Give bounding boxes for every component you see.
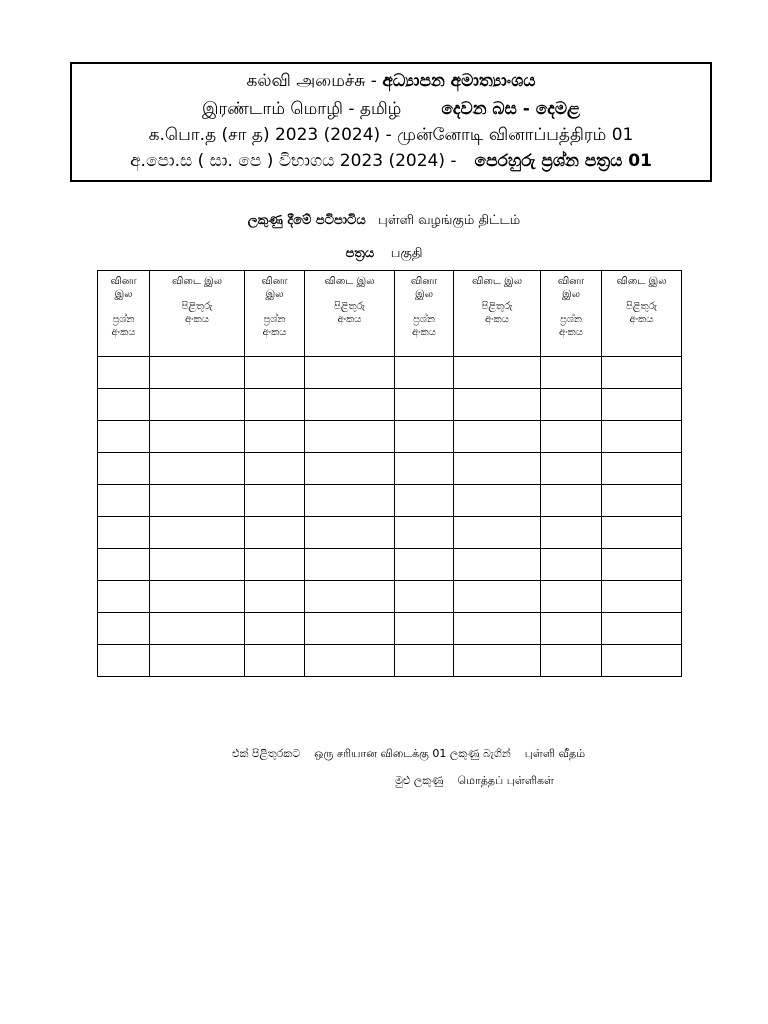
question-number-cell (98, 485, 150, 517)
table-row (98, 613, 682, 645)
question-number-cell (98, 581, 150, 613)
subject-tamil: இரண்டாம் மொழி - தமிழ் (201, 99, 402, 119)
per-answer-sinhala-2: ලකුණු බැගින් (449, 747, 511, 760)
answer-number-cell (150, 581, 245, 613)
answer-number-cell (150, 485, 245, 517)
answer-number-cell (150, 389, 245, 421)
question-number-cell (395, 645, 454, 677)
question-number-cell (541, 389, 602, 421)
question-number-cell (245, 549, 305, 581)
marking-scheme-title (0, 212, 768, 230)
question-number-cell (541, 581, 602, 613)
table-row (98, 421, 682, 453)
per-answer-tamil: ஒரு சரியான விடைக்கு (314, 747, 429, 760)
question-number-cell (245, 581, 305, 613)
part-title (0, 245, 768, 263)
question-number-cell (395, 485, 454, 517)
answer-number-cell (454, 581, 541, 613)
answer-number-cell (454, 453, 541, 485)
answer-number-cell (602, 581, 682, 613)
answer-number-cell (150, 357, 245, 389)
question-number-cell (245, 453, 305, 485)
question-number-cell (98, 357, 150, 389)
answer-number-cell (454, 485, 541, 517)
exam-sinhala-b: පෙරහුරු ප්‍රශ්න පත්‍රය 01 (474, 151, 652, 171)
total-marks-sinhala: මුළු ලකුණු (395, 774, 444, 787)
answer-number-cell (454, 549, 541, 581)
question-number-cell (245, 485, 305, 517)
question-number-header: வினா இல ප්‍රශ්න අංකය (245, 271, 305, 357)
table-header-row (98, 271, 682, 357)
answer-number-cell (602, 613, 682, 645)
question-number-cell (98, 517, 150, 549)
question-number-cell (395, 613, 454, 645)
question-number-cell (395, 453, 454, 485)
question-number-header: வினா இல ප්‍රශ්න අංකය (395, 271, 454, 357)
answer-number-cell (305, 613, 395, 645)
answer-number-cell (602, 357, 682, 389)
header-line-ministry (72, 70, 710, 92)
answer-number-cell (602, 421, 682, 453)
footer-line-per-answer (232, 746, 585, 762)
header-box (70, 62, 712, 182)
marking-scheme-sinhala: ලකුණු දීමේ පටිපාටිය (247, 213, 366, 228)
answer-number-cell (150, 517, 245, 549)
per-answer-marks: 01 (432, 747, 447, 760)
question-number-cell (98, 613, 150, 645)
question-number-cell (541, 453, 602, 485)
question-number-cell (395, 517, 454, 549)
answer-number-cell (454, 357, 541, 389)
question-number-cell (395, 357, 454, 389)
table-row (98, 549, 682, 581)
question-number-cell (395, 549, 454, 581)
question-number-cell (541, 517, 602, 549)
question-number-cell (541, 645, 602, 677)
question-number-cell (245, 389, 305, 421)
answer-number-cell (602, 485, 682, 517)
subject-sinhala: දෙවන බස - දෙමළ (441, 99, 581, 119)
answer-number-cell (305, 357, 395, 389)
per-answer-sinhala: එක් පිළිතුරකට (232, 747, 301, 760)
answer-number-cell (305, 389, 395, 421)
answer-number-cell (150, 549, 245, 581)
answer-number-cell (150, 421, 245, 453)
question-number-cell (245, 421, 305, 453)
answer-table (97, 270, 682, 677)
answer-number-cell (305, 517, 395, 549)
part-tamil: பகுதி (390, 246, 423, 261)
question-number-cell (541, 485, 602, 517)
answer-number-cell (454, 613, 541, 645)
exam-sinhala-a: අ.පො.ස ( සා. පෙ ) විභාගය 2023 (2024) - (130, 151, 457, 171)
ministry-tamil: கல்வி அமைச்சு - (246, 71, 377, 91)
question-number-cell (98, 549, 150, 581)
ministry-sinhala: අධ්‍යාපන අමාත්‍යාංශය (382, 71, 536, 91)
answer-number-cell (602, 453, 682, 485)
answer-number-header: விடை இல පිළිතුරු අංකය (602, 271, 682, 357)
answer-number-cell (602, 549, 682, 581)
question-number-cell (98, 421, 150, 453)
question-number-cell (541, 613, 602, 645)
answer-number-cell (602, 517, 682, 549)
answer-number-cell (454, 517, 541, 549)
answer-number-cell (454, 645, 541, 677)
answer-number-cell (305, 549, 395, 581)
question-number-cell (541, 549, 602, 581)
question-number-cell (245, 517, 305, 549)
answer-number-cell (305, 485, 395, 517)
header-line-exam-tamil: க.பொ.த (சா த) 2023 (2024) - முன்னோடி வினாப்பத்திரம் 01 (148, 125, 634, 145)
answer-number-cell (150, 613, 245, 645)
answer-number-cell (305, 581, 395, 613)
answer-number-cell (454, 389, 541, 421)
table-row (98, 485, 682, 517)
question-number-cell (541, 421, 602, 453)
marking-scheme-tamil: புள்ளி வழங்கும் திட்டம் (378, 213, 521, 228)
total-marks-tamil: மொத்தப் புள்ளிகள் (457, 774, 554, 787)
table-row (98, 453, 682, 485)
answer-number-cell (454, 421, 541, 453)
answer-number-cell (602, 389, 682, 421)
answer-number-cell (305, 421, 395, 453)
question-number-cell (245, 645, 305, 677)
footer-line-total (395, 773, 554, 789)
question-number-cell (98, 389, 150, 421)
answer-number-header: விடை இல පිළිතුරු අංකය (305, 271, 395, 357)
question-number-cell (395, 389, 454, 421)
question-number-cell (395, 581, 454, 613)
question-number-cell (98, 645, 150, 677)
question-number-cell (245, 357, 305, 389)
answer-number-cell (150, 645, 245, 677)
answer-number-header: விடை இல පිළිතුරු අංකය (150, 271, 245, 357)
table-row (98, 389, 682, 421)
table-body (98, 357, 682, 677)
header-line-exam-sinhala (72, 150, 710, 172)
question-number-cell (541, 357, 602, 389)
table-row (98, 645, 682, 677)
answer-number-cell (305, 453, 395, 485)
question-number-cell (395, 421, 454, 453)
answer-number-cell (305, 645, 395, 677)
question-number-header: வினா இல ප්‍රශ්න අංකය (541, 271, 602, 357)
question-number-cell (245, 613, 305, 645)
answer-number-cell (602, 645, 682, 677)
question-number-cell (98, 453, 150, 485)
part-sinhala: පත්‍රය (345, 246, 375, 261)
table-row (98, 357, 682, 389)
question-number-header: வினா இல ප්‍රශ්න අංකය (98, 271, 150, 357)
table-row (98, 581, 682, 613)
per-answer-tamil-2: புள்ளி வீதம் (524, 747, 586, 760)
table-row (98, 517, 682, 549)
answer-number-header: விடை இல පිළිතුරු අංකය (454, 271, 541, 357)
answer-number-cell (150, 453, 245, 485)
header-line-subject (72, 98, 710, 120)
